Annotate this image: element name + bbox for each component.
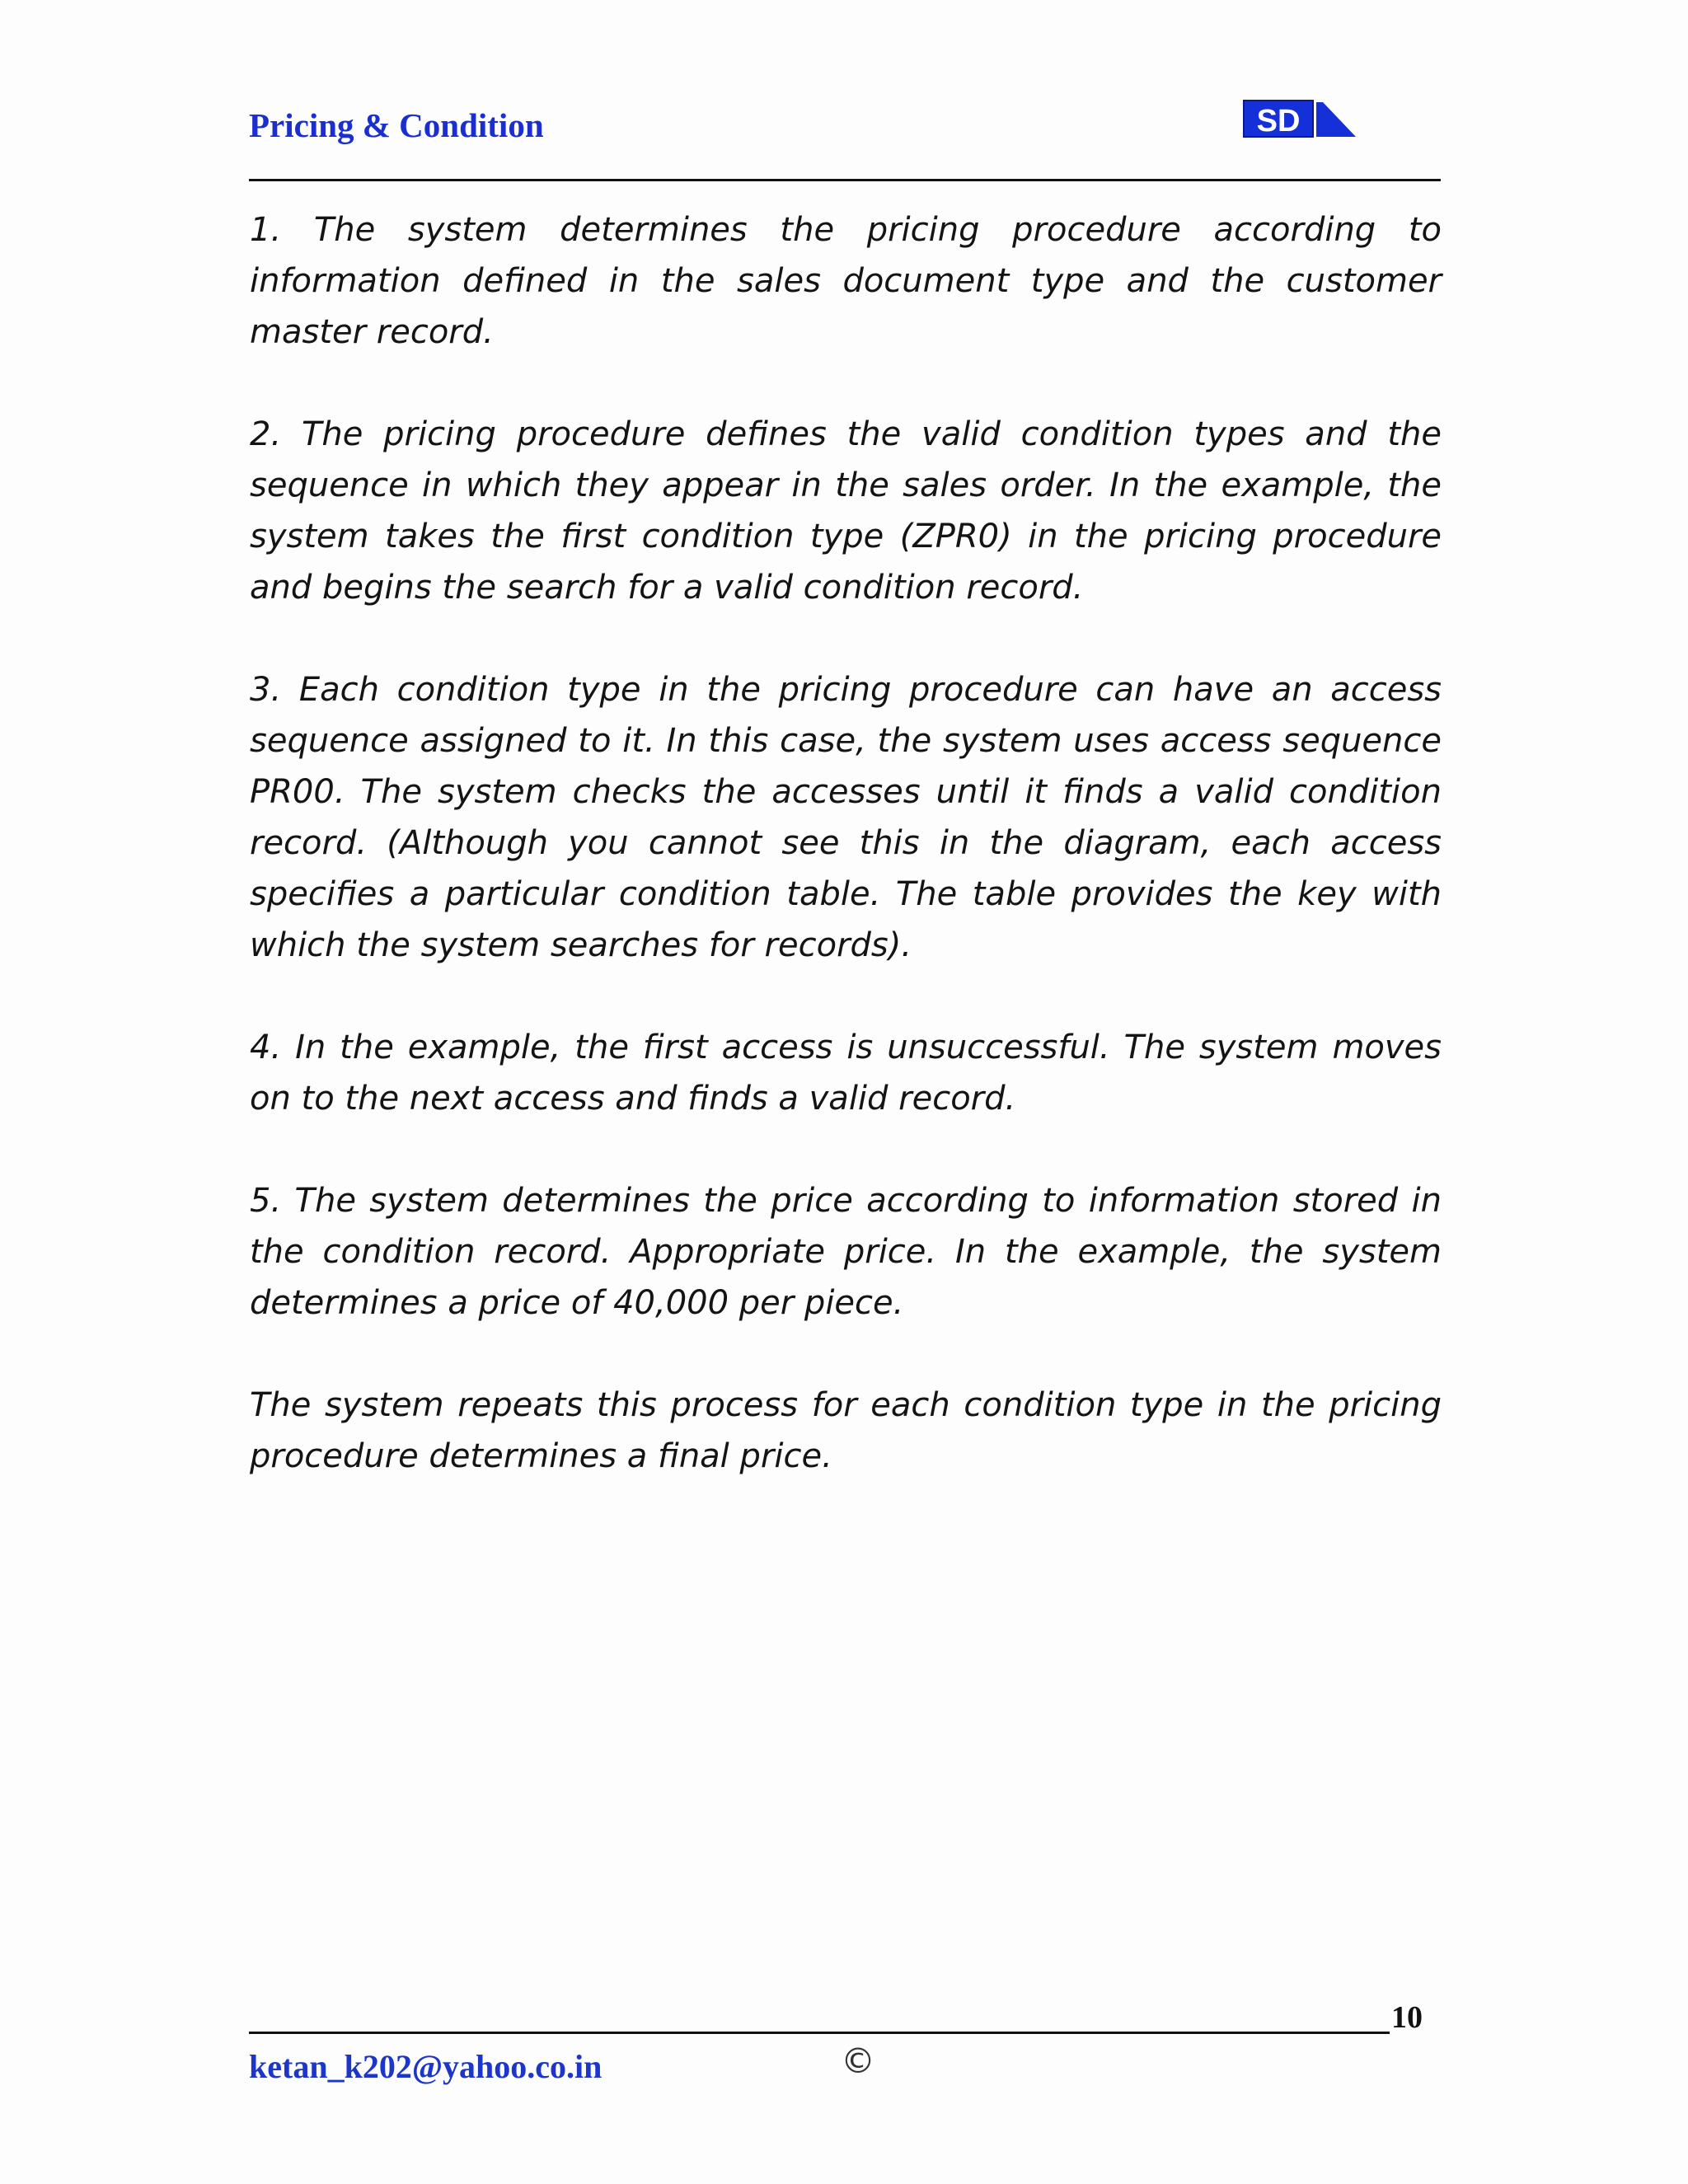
page-number: 10 xyxy=(1391,2000,1423,2035)
body-content xyxy=(250,204,1442,1533)
paragraph-step-5: 5. The system determines the price according to information stored in the condition record. Appropriate price. In the example, the system determines a price of 40,000 per piece. xyxy=(250,1182,1442,1322)
sd-logo-text: SD xyxy=(1256,104,1301,138)
paragraph-summary: The system repeats this process for each condition type in the pricing procedure determines a final price. xyxy=(250,1386,1442,1475)
paragraph-step-1: 1. The system determines the pricing procedure according to information defined in the sales document type and the customer master record. xyxy=(250,211,1442,351)
paragraph-step-4: 4. In the example, the first access is unsuccessful. The system moves on to the next access and finds a valid record. xyxy=(250,1029,1442,1118)
footer-email: ketan_k202@yahoo.co.in xyxy=(249,2048,603,2085)
header-divider xyxy=(249,179,1441,181)
paragraph-step-3: 3. Each condition type in the pricing procedure can have an access sequence assigned to it. In this case, the system uses access sequence PR00. The system checks the accesses until it finds a valid condition record. (Although you cannot see this in the diagram, each access specifies a particular condition table. The table provides the key with which the system searches for records). xyxy=(250,671,1442,964)
paragraph-step-2: 2. The pricing procedure defines the valid condition types and the sequence in which they appear in the sales order. In the example, the system takes the first condition type (ZPR0) in the pricing procedure and begins the search for a valid condition record. xyxy=(250,415,1442,607)
footer-divider xyxy=(249,2032,1390,2034)
copyright-icon: © xyxy=(841,2041,875,2081)
sd-logo xyxy=(1242,99,1357,140)
page-header-title: Pricing & Condition xyxy=(249,106,544,144)
